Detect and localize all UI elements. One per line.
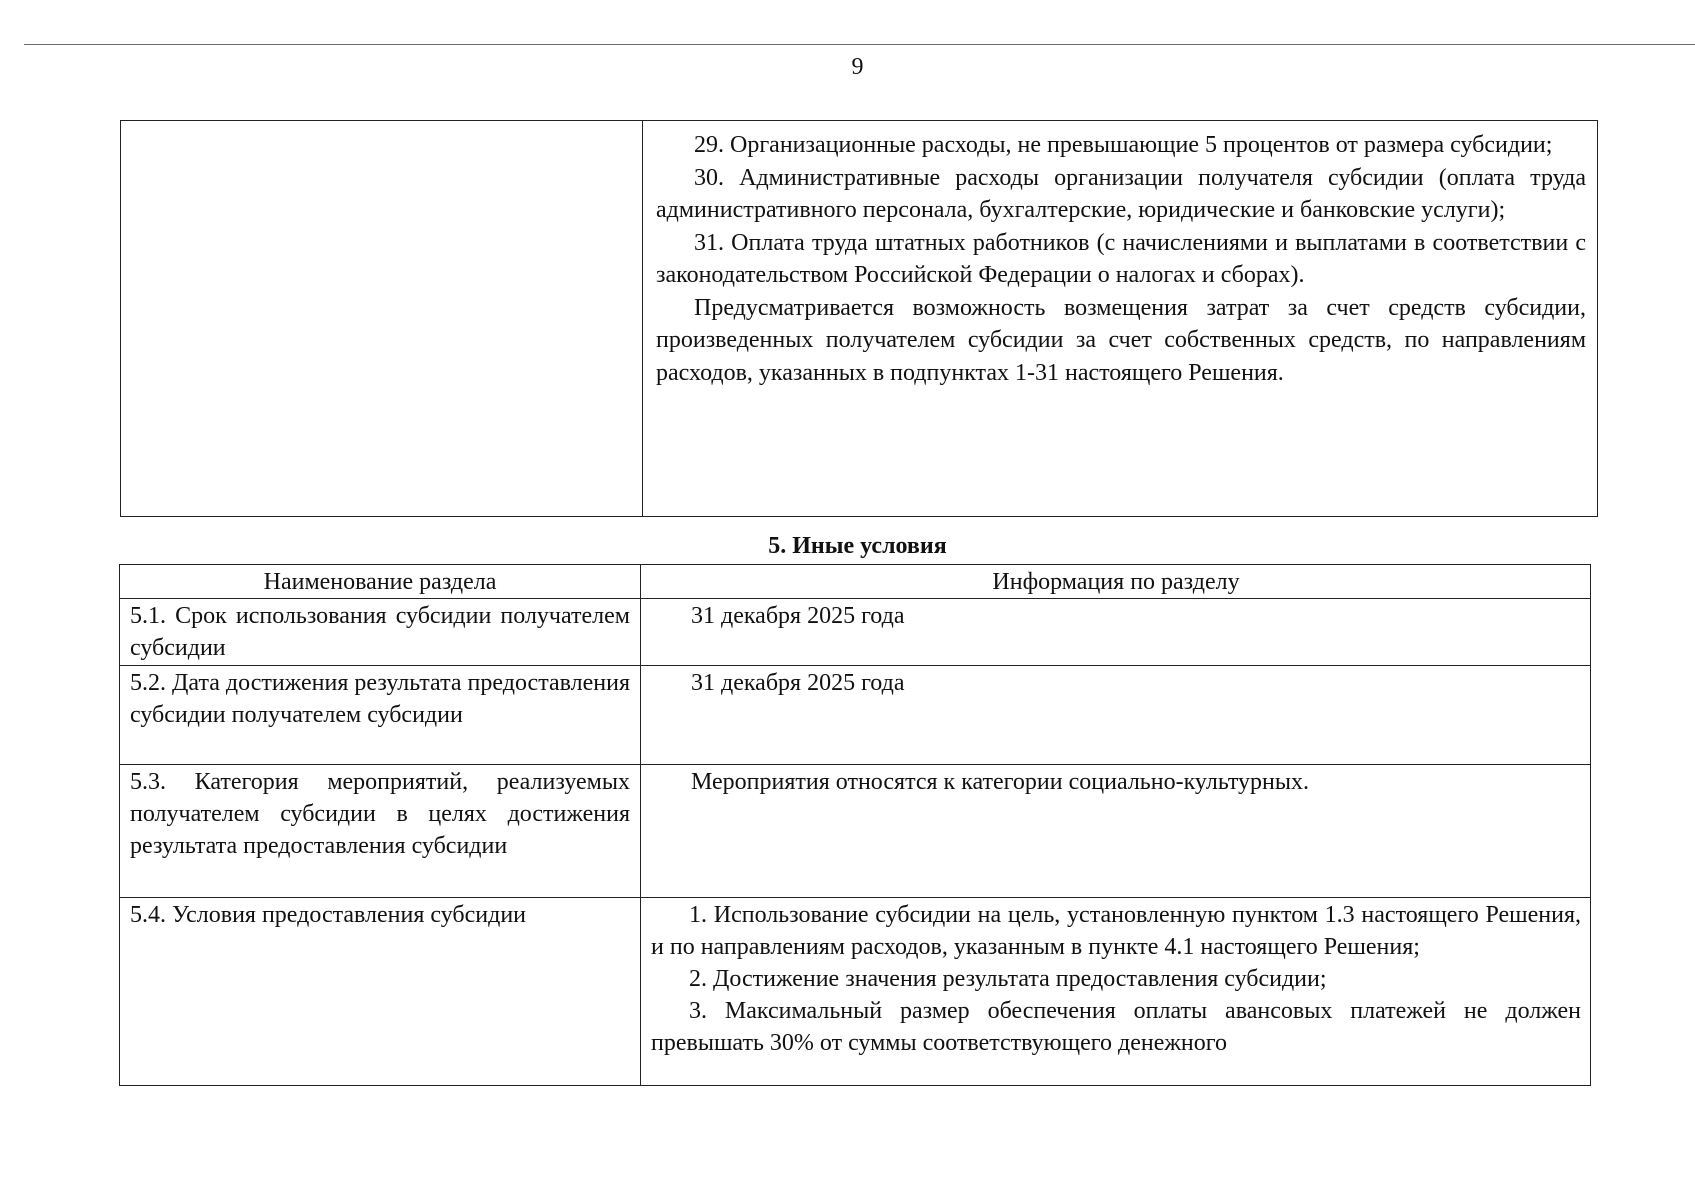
row-5-3-info: Мероприятия относятся к категории социально-культурных.: [691, 769, 1309, 795]
row-5-2-info: 31 декабря 2025 года: [691, 670, 905, 696]
item-30: 30. Административные расходы организации получателя субсидии (оплата труда административного персонала, бухгалтерские, юридические и банковские услуги);: [656, 164, 1586, 223]
column-header-info: Информация по разделу: [992, 569, 1240, 595]
item-31: 31. Оплата труда штатных работников (с начислениями и выплатами в соответствии с законодательством Российской Федерации о налогах и сборах).: [656, 229, 1586, 288]
header-row: [120, 565, 1590, 599]
expense-items-cell: [656, 129, 1586, 389]
empty-left-cell: [121, 121, 643, 516]
row-5-3-name: 5.3. Категория мероприятий, реализуемых получателем субсидии в целях достижения результата предоставления субсидии: [130, 769, 630, 859]
row-5-2-name: 5.2. Дата достижения результата предоставления субсидии получателем субсидии: [130, 670, 630, 728]
table-row-5-1: [120, 599, 1590, 666]
reimbursement-note: Предусматривается возможность возмещения затрат за счет средств субсидии, произведенных получателем субсидии за счет собственных средств, по направлениям расходов, указанных в подпунктах 1-31 настоящего Решения.: [656, 294, 1586, 386]
table-row-5-2: [120, 666, 1590, 765]
page-number: 9: [851, 54, 864, 80]
condition-3: 3. Максимальный размер обеспечения оплаты авансовых платежей не должен превышать 30% от суммы соответствующего денежного: [651, 998, 1581, 1056]
page-top-rule: [24, 44, 1695, 45]
table-row-5-3: [120, 765, 1590, 898]
expense-continuation-table: [120, 120, 1598, 517]
row-5-4-info: [651, 899, 1581, 1059]
column-header-name: Наименование раздела: [263, 569, 497, 595]
table-row-5-4: [120, 898, 1590, 1087]
row-5-1-info: 31 декабря 2025 года: [691, 603, 905, 629]
condition-2: 2. Достижение значения результата предоставления субсидии;: [689, 966, 1327, 992]
row-5-4-name: 5.4. Условия предоставления субсидии: [130, 902, 527, 928]
row-5-1-name: 5.1. Срок использования субсидии получателем субсидии: [130, 603, 630, 661]
section-title: 5. Иные условия: [768, 533, 947, 559]
item-29: 29. Организационные расходы, не превышающие 5 процентов от размера субсидии;: [694, 132, 1553, 158]
condition-1: 1. Использование субсидии на цель, установленную пунктом 1.3 настоящего Решения, и по направлениям расходов, указанным в пункте 4.1 настоящего Решения;: [651, 902, 1581, 960]
other-conditions-table: [119, 564, 1591, 1086]
